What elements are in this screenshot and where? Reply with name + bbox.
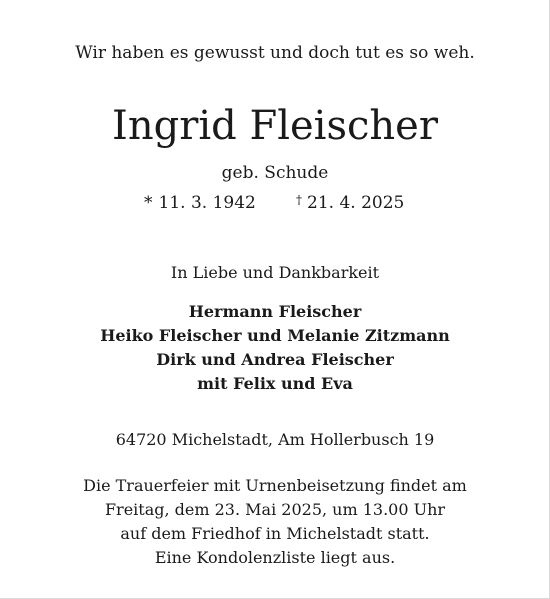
family-address: 64720 Michelstadt, Am Hollerbusch 19 <box>115 430 435 449</box>
service-info-line: Eine Kondolenzliste liegt aus. <box>154 548 396 567</box>
death-symbol: † <box>296 193 302 207</box>
service-info-line: Freitag, dem 23. Mai 2025, um 13.00 Uhr <box>104 500 446 519</box>
service-info-line: auf dem Friedhof in Michelstadt statt. <box>120 524 430 543</box>
death-date-group <box>296 192 404 215</box>
death-date: 21. 4. 2025 <box>307 193 405 213</box>
service-info-line: Die Trauerfeier mit Urnenbeisetzung findet am <box>83 476 467 495</box>
maiden-name: geb. Schude <box>221 163 329 183</box>
birth-date-group <box>144 192 256 214</box>
motto-text: Wir haben es gewusst und doch tut es so weh. <box>75 43 475 63</box>
mourner-line: mit Felix und Eva <box>197 374 353 393</box>
mourner-line: Heiko Fleischer und Melanie Zitzmann <box>100 326 450 345</box>
birth-date: 11. 3. 1942 <box>158 193 256 213</box>
life-dates <box>0 192 550 216</box>
mourner-line: Dirk und Andrea Fleischer <box>156 350 394 369</box>
deceased-name: Ingrid Fleischer <box>112 103 438 149</box>
mourner-line: Hermann Fleischer <box>188 302 362 321</box>
intro-text: In Liebe und Dankbarkeit <box>170 263 380 282</box>
birth-symbol: * <box>144 193 153 213</box>
